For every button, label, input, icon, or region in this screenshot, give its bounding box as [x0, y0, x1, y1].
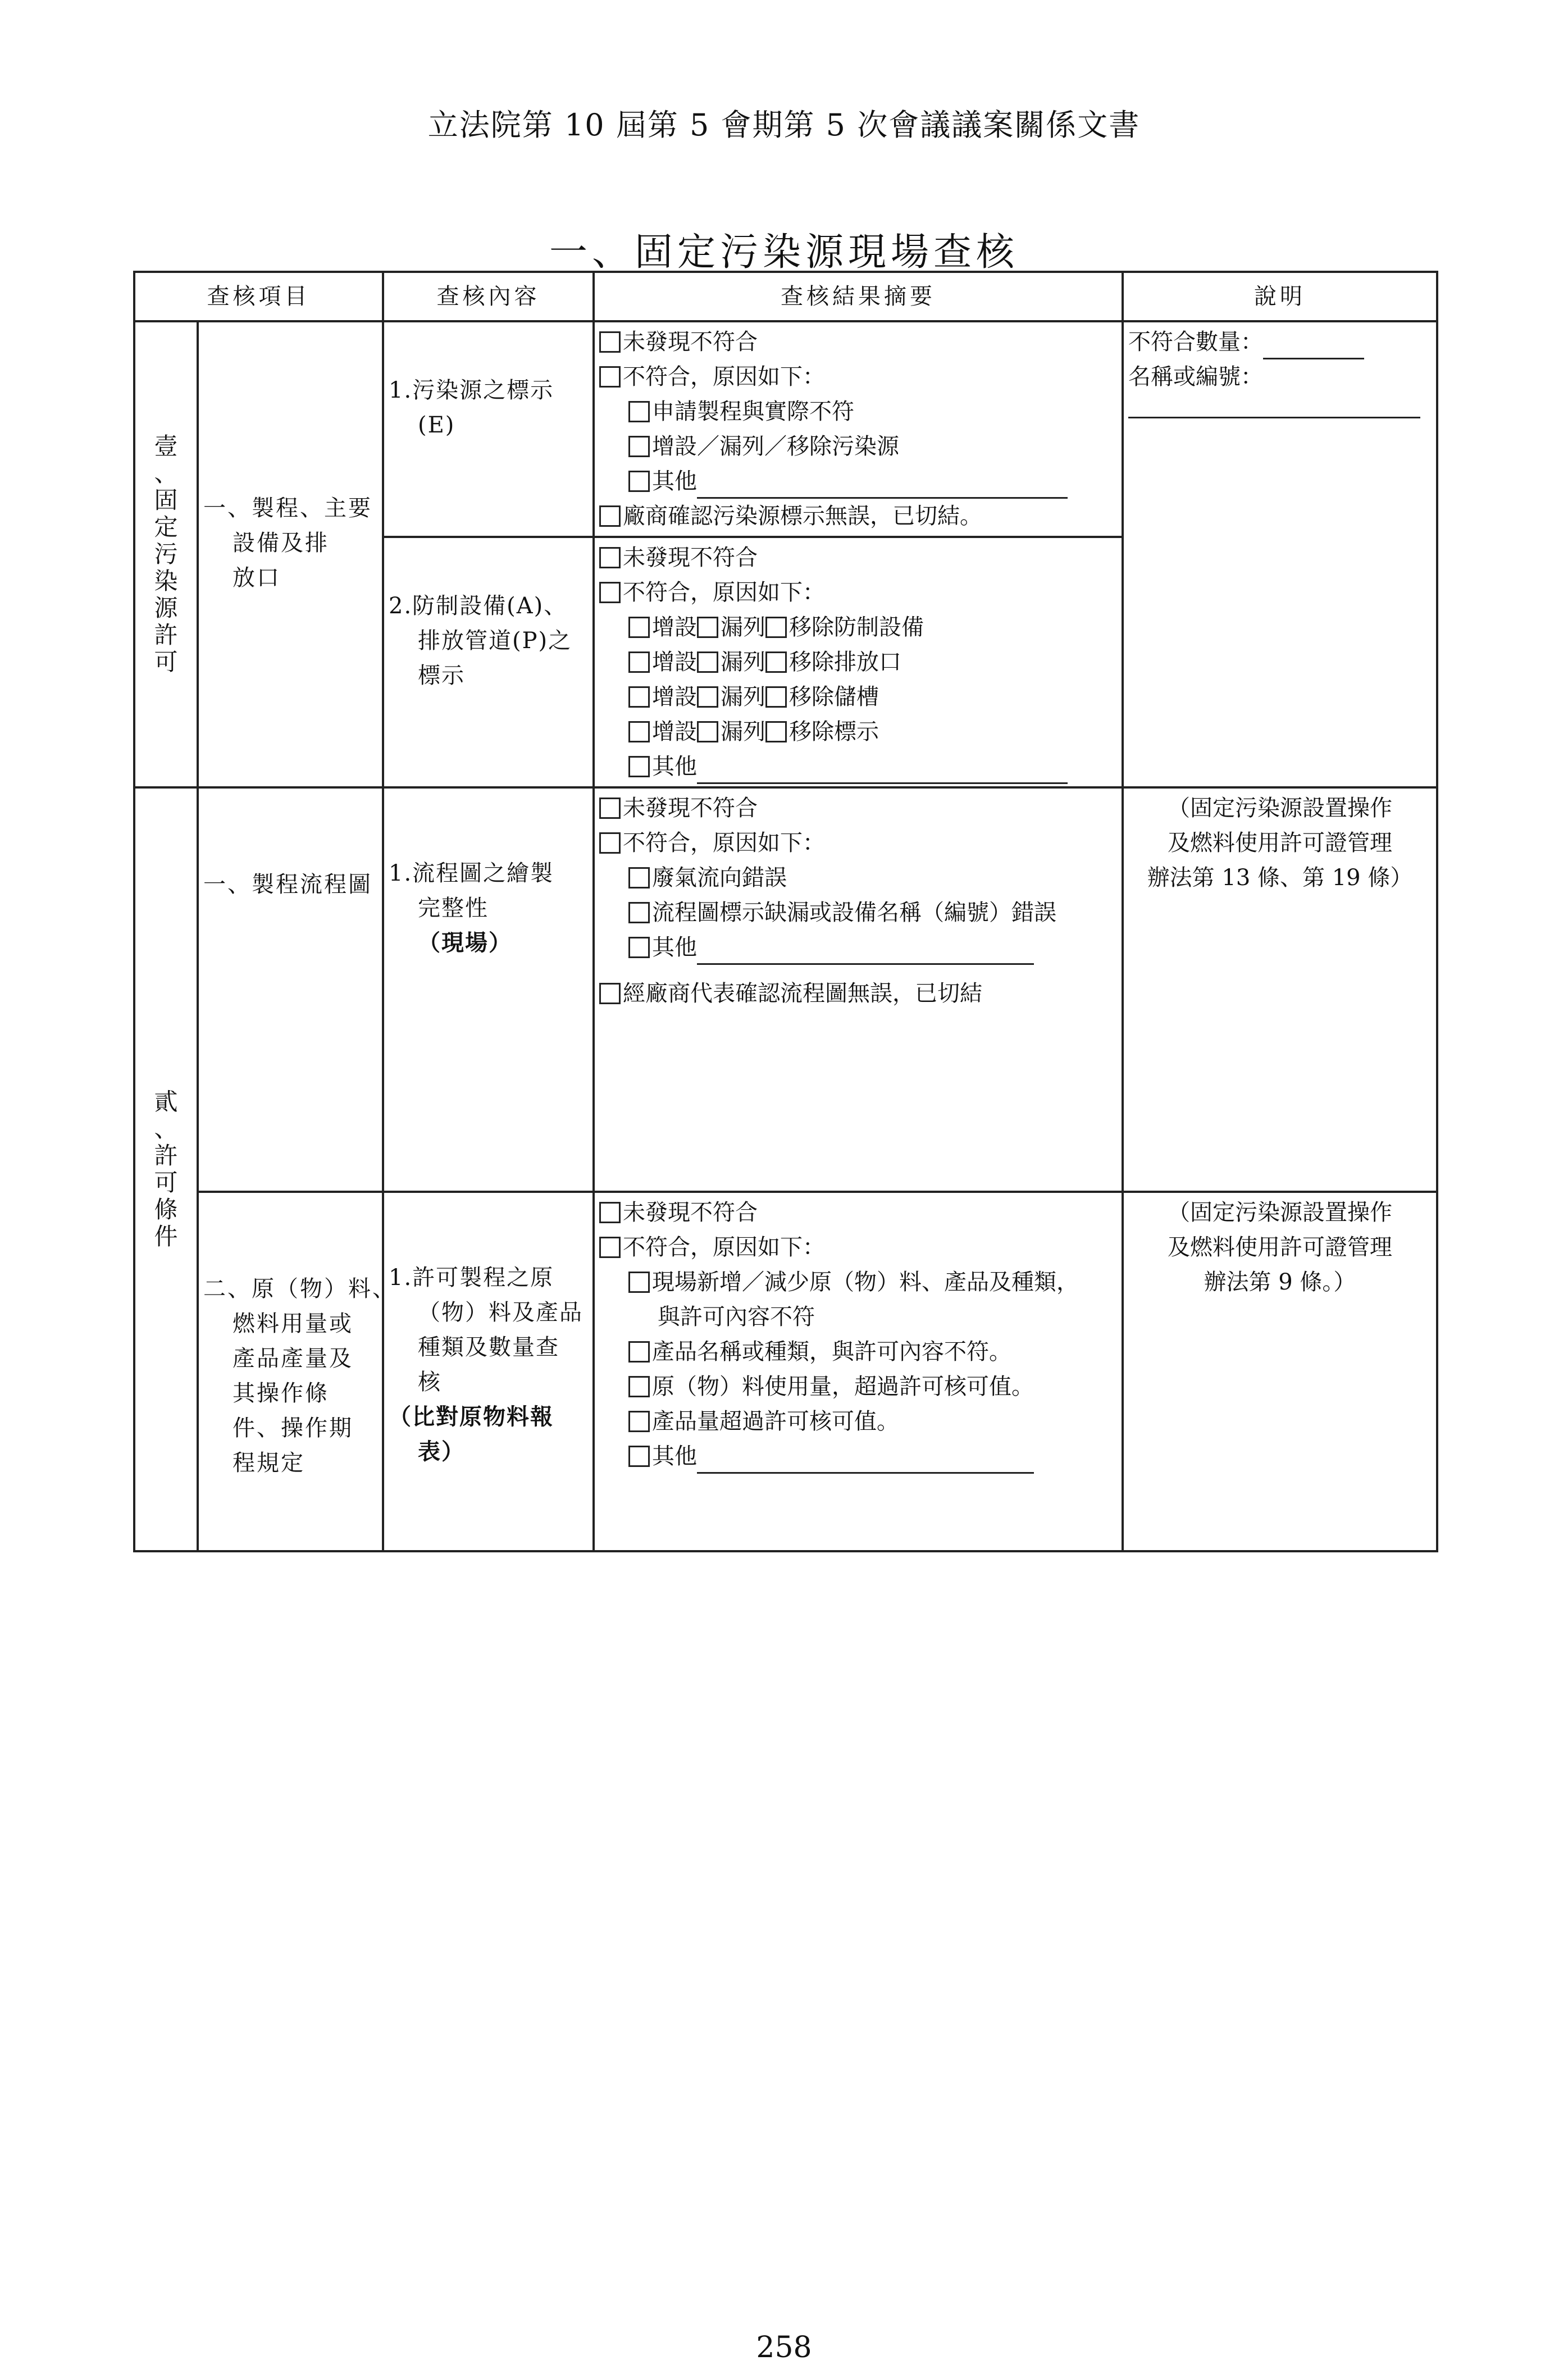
checkbox[interactable] — [599, 366, 621, 388]
checkbox[interactable] — [765, 721, 787, 742]
fill-in-line[interactable] — [697, 1450, 1034, 1474]
item-raw-material: 二、原（物）料、 燃料用量或 產品產量及 其操作條 件、操作期 程規定 — [198, 1192, 383, 1551]
result-flow-chart: 未發現不符合 不符合，原因如下： 廢氣流向錯誤 流程圖標示缺漏或設備名稱（編號）錯誤 其他 經廠商代表確認流程圖無誤，已切結 — [594, 787, 1123, 1192]
checkbox[interactable] — [628, 721, 650, 742]
fill-in-line[interactable] — [697, 760, 1068, 784]
table-row — [134, 1192, 1437, 1551]
note-flow-chart: （固定污染源設置操作 及燃料使用許可證管理 辦法第 13 條、第 19 條） — [1123, 787, 1437, 1192]
checkbox[interactable] — [599, 1202, 621, 1223]
checkbox[interactable] — [628, 651, 650, 673]
checkbox[interactable] — [599, 547, 621, 568]
result-source-label: 未發現不符合 不符合，原因如下： 申請製程與實際不符 增設／漏列／移除污染源 其他 廠商確認污染源標示無誤，已切結。 — [594, 321, 1123, 537]
checkbox[interactable] — [628, 686, 650, 708]
checkbox[interactable] — [628, 1411, 650, 1432]
section-2-label: 貳 、 許 可 條 件 — [134, 787, 198, 1551]
col-header-item: 查核項目 — [134, 272, 383, 321]
checkbox[interactable] — [628, 756, 650, 777]
checkbox[interactable] — [628, 401, 650, 422]
checkbox[interactable] — [765, 651, 787, 673]
content-equipment-label: 2.防制設備(A)、 排放管道(P)之 標示 — [383, 537, 594, 787]
checkbox[interactable] — [599, 832, 621, 854]
checkbox[interactable] — [628, 617, 650, 638]
checkbox[interactable] — [628, 1272, 650, 1293]
checkbox[interactable] — [628, 1341, 650, 1363]
checkbox[interactable] — [628, 1446, 650, 1467]
fill-in-line[interactable] — [1128, 394, 1420, 418]
checkbox[interactable] — [599, 582, 621, 603]
table-header-row — [134, 272, 1437, 321]
col-header-note: 說明 — [1123, 272, 1437, 321]
checkbox[interactable] — [599, 983, 621, 1004]
checkbox[interactable] — [599, 331, 621, 353]
checkbox[interactable] — [697, 617, 718, 638]
checkbox[interactable] — [599, 1237, 621, 1258]
checkbox[interactable] — [628, 471, 650, 492]
checkbox[interactable] — [765, 617, 787, 638]
table-row — [134, 321, 1437, 537]
note-source-label: 不符合數量： 名稱或編號： — [1123, 321, 1437, 787]
result-raw-material: 未發現不符合 不符合，原因如下： 現場新增／減少原（物）料、產品及種類， 與許可內容不符 產品名稱或種類，與許可內容不符。 原（物）料使用量，超過許可核可值。 產品量超過許可核可值。 其他 — [594, 1192, 1123, 1551]
fill-in-line[interactable] — [1263, 335, 1364, 359]
fill-in-line[interactable] — [697, 941, 1034, 965]
note-raw-material: （固定污染源設置操作 及燃料使用許可證管理 辦法第 9 條。） — [1123, 1192, 1437, 1551]
document-title: 一、固定污染源現場查核 — [549, 230, 1019, 275]
item-process-equipment: 一、製程、主要 設備及排 放口 — [198, 321, 383, 787]
checkbox[interactable] — [599, 798, 621, 819]
checkbox[interactable] — [628, 1376, 650, 1397]
content-flow-chart: 1.流程圖之繪製 完整性 （現場） — [383, 787, 594, 1192]
col-header-content: 查核內容 — [383, 272, 594, 321]
content-raw-material: 1.許可製程之原 （物）料及產品 種類及數量查 核 （比對原物料報 表） — [383, 1192, 594, 1551]
section-1-label: 壹 、 固 定 污 染 源 許 可 — [134, 321, 198, 787]
checkbox[interactable] — [628, 937, 650, 958]
checkbox[interactable] — [765, 686, 787, 708]
checkbox[interactable] — [697, 721, 718, 742]
checkbox[interactable] — [628, 902, 650, 923]
checkbox[interactable] — [697, 651, 718, 673]
result-equipment-label: 未發現不符合 不符合，原因如下： 增設 漏列 移除防制設備 增設 漏列 移除排放口 增設 漏列 移除儲槽 增設 漏列 移除標示 其他 — [594, 537, 1123, 787]
checkbox[interactable] — [628, 436, 650, 457]
col-header-result: 查核結果摘要 — [594, 272, 1123, 321]
page-number: 258 — [756, 2331, 812, 2364]
audit-table — [133, 271, 1438, 1552]
checkbox[interactable] — [599, 505, 621, 527]
content-source-label: 1.污染源之標示 (E) — [383, 321, 594, 537]
page-header: 立法院第 10 屆第 5 會期第 5 次會議議案關係文書 — [427, 107, 1141, 143]
checkbox[interactable] — [697, 686, 718, 708]
checkbox[interactable] — [628, 867, 650, 888]
fill-in-line[interactable] — [697, 475, 1068, 499]
table-row — [134, 787, 1437, 1192]
item-flow-chart: 一、製程流程圖 — [198, 787, 383, 1192]
